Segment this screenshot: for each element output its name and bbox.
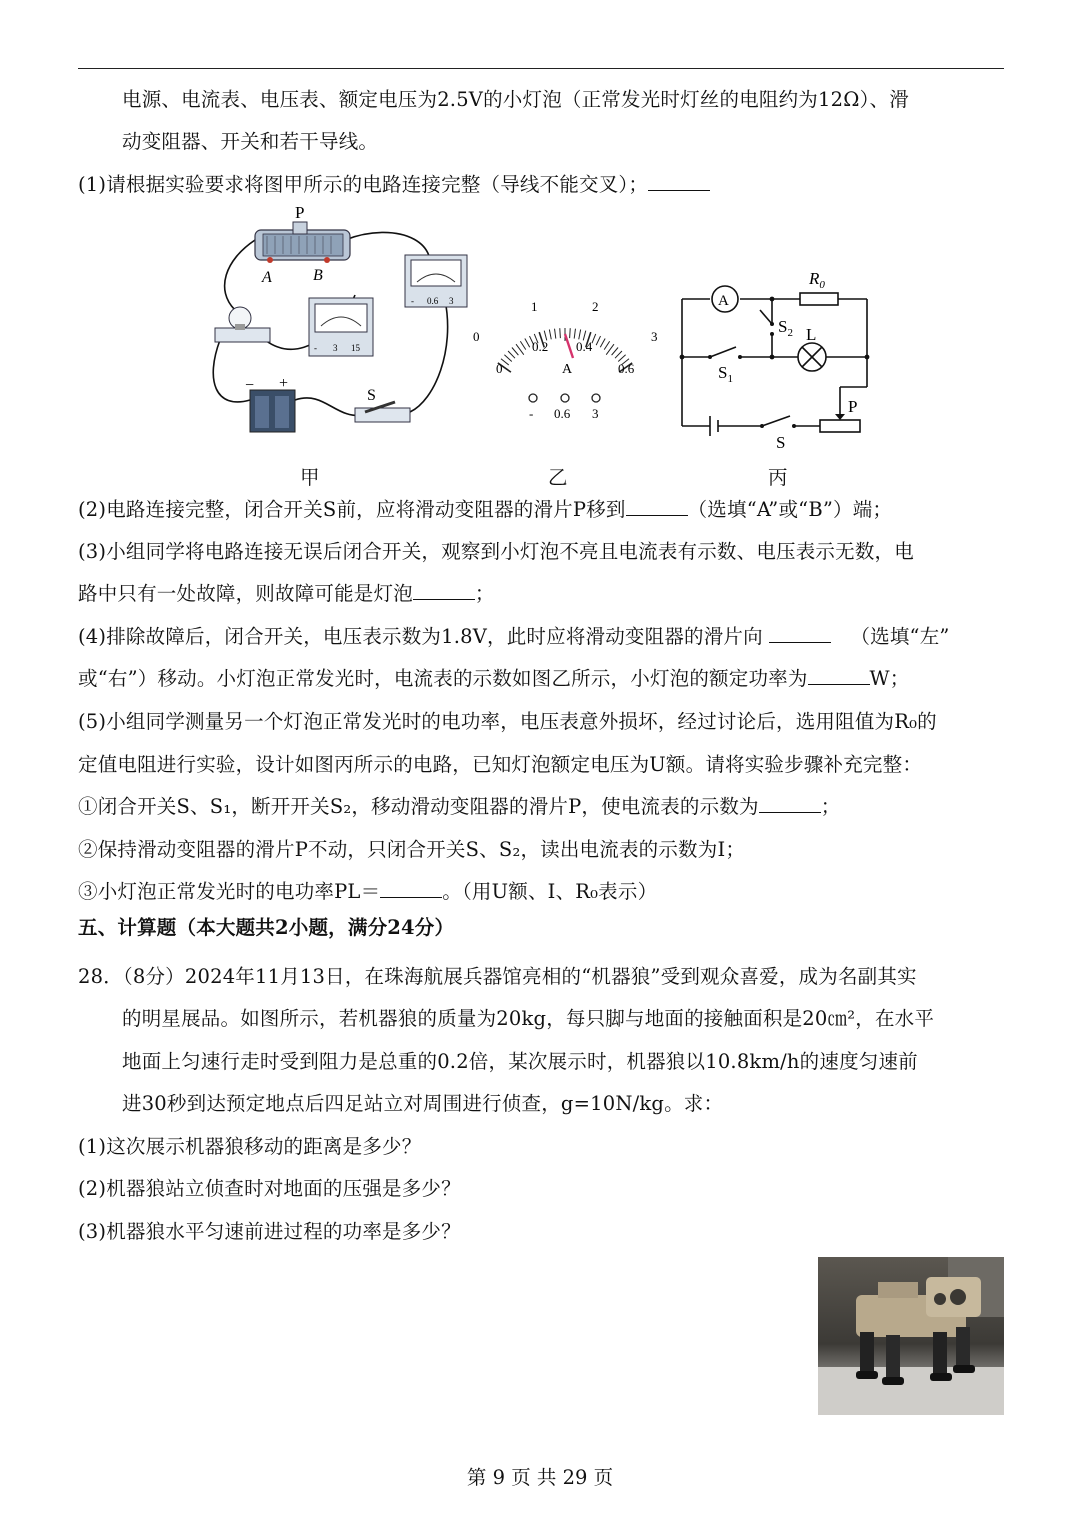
question-4-line-2: 或“右”）移动。小灯泡正常发光时，电流表的示数如图乙所示，小灯泡的额定功率为 W； xyxy=(78,667,910,690)
section-5-title: 五、计算题（本大题共2小题，满分24分） xyxy=(78,916,455,939)
upper-tick-1: 1 xyxy=(531,299,538,314)
dial-terminal-minus: - xyxy=(529,406,534,421)
dial-tick xyxy=(504,355,511,362)
question-28-sub-2: (2)机器狼站立侦查时对地面的压强是多少？ xyxy=(78,1177,461,1200)
dial-tick xyxy=(549,330,551,340)
voltmeter-terminal-minus: - xyxy=(314,343,317,353)
slider-label-P: P xyxy=(295,203,305,222)
intro-line-1: 电源、电流表、电压表、额定电压为2.5V的小灯泡（正常发光时灯丝的电阻约为12Ω）、滑 xyxy=(122,88,909,111)
dial-tick xyxy=(592,334,596,343)
ammeter-terminal-3: 3 xyxy=(449,296,454,306)
figure-jia xyxy=(205,200,485,445)
question-28-line-4: 进30秒到达预定地点后四足站立对周围进行侦查，g=10N/kg。求： xyxy=(122,1092,724,1115)
dial-needle xyxy=(565,334,573,358)
switch-label-S: S xyxy=(367,387,376,404)
answer-blank xyxy=(413,581,475,600)
schematic-R0-label: $R_0$ xyxy=(809,269,825,291)
battery-plus-label: + xyxy=(279,375,289,392)
voltmeter-terminal-15: 15 xyxy=(351,343,360,353)
answer-blank xyxy=(769,624,831,643)
header-rule xyxy=(78,68,1004,69)
terminal-label-B: B xyxy=(313,267,323,284)
dial-unit: A xyxy=(562,362,573,377)
dial-tick xyxy=(600,339,605,348)
answer-blank xyxy=(626,497,688,516)
dial-tick xyxy=(508,351,515,358)
dial-tick xyxy=(570,328,571,338)
ammeter-terminal-minus: - xyxy=(411,296,414,306)
question-28-sub-1: (1)这次展示机器狼移动的距离是多少？ xyxy=(78,1135,422,1158)
schematic-S1-label: $S_1$ xyxy=(718,363,733,385)
question-2: (2)电路连接完整，闭合开关S前，应将滑动变阻器的滑片P移到 （选填“A”或“B”）端； xyxy=(78,498,893,521)
lower-tick-0.2: 0.2 xyxy=(532,339,549,354)
dial-tick xyxy=(525,339,530,348)
question-5-step-1: ①闭合开关S、S₁，断开开关S₂，移动滑动变阻器的滑片P，使电流表的示数为 ； xyxy=(78,795,841,818)
schematic-ammeter-label: A xyxy=(718,293,729,309)
question-3-line-1: (3)小组同学将电路连接无误后闭合开关，观察到小灯泡不亮且电流表有示数、电压表示无数，电 xyxy=(78,540,914,563)
dial-terminal-0.6: 0.6 xyxy=(554,406,571,421)
page-footer: 第 9 页 共 29 页 xyxy=(466,1466,614,1489)
battery-minus-label: − xyxy=(245,377,255,394)
question-1-text: (1)请根据实验要求将图甲所示的电路连接完整（导线不能交叉）； xyxy=(78,173,649,196)
figure-bing-label: 丙 xyxy=(768,466,788,489)
dial-tick xyxy=(615,351,622,358)
dial-tick xyxy=(520,341,525,349)
robot-wolf-photo xyxy=(818,1257,1004,1415)
question-5-step-2: ②保持滑动变阻器的滑片P不动，只闭合开关S、S₂，读出电流表的示数为I； xyxy=(78,838,746,861)
ammeter-terminal-0.6: 0.6 xyxy=(427,296,439,306)
figure-yi-label: 乙 xyxy=(548,466,568,489)
question-3-line-2: 路中只有一处故障，则故障可能是灯泡 ； xyxy=(78,582,495,605)
question-4-line-1: (4)排除故障后，闭合开关，电压表示数为1.8V，此时应将滑动变阻器的滑片向 （选填“左” xyxy=(78,625,950,648)
figure-yi xyxy=(468,292,668,432)
question-5-line-2: 定值电阻进行实验，设计如图丙所示的电路，已知灯泡额定电压为U额。请将实验步骤补充完整： xyxy=(78,753,923,776)
upper-tick-2: 2 xyxy=(592,299,599,314)
dial-tick xyxy=(579,330,581,340)
answer-blank xyxy=(648,172,710,191)
answer-blank xyxy=(759,794,821,813)
schematic-P-label: P xyxy=(848,397,858,416)
dial-tick xyxy=(596,336,600,345)
schematic-S-label: S xyxy=(776,433,786,452)
dial-tick xyxy=(555,329,556,339)
figure-jia-label: 甲 xyxy=(300,466,320,489)
dial-terminal-3: 3 xyxy=(592,406,599,421)
upper-tick-3: 3 xyxy=(651,329,658,344)
answer-blank xyxy=(380,879,442,898)
voltmeter-terminal-3: 3 xyxy=(333,343,338,353)
dial-tick xyxy=(512,347,518,355)
question-5-line-1: (5)小组同学测量另一个灯泡正常发光时的电功率，电压表意外损坏，经过讨论后，选用阻值为R₀的 xyxy=(78,710,937,733)
dial-tick xyxy=(604,341,609,349)
question-5-step-3: ③小灯泡正常发光时的电功率PL＝ 。（用U额、I、R₀表示） xyxy=(78,880,658,903)
figure-bing xyxy=(672,262,882,457)
lower-tick-0: 0 xyxy=(496,361,503,376)
terminal-label-A: A xyxy=(262,269,272,286)
question-28-line-3: 地面上匀速行走时受到阻力是总重的0.2倍，某次展示时，机器狼以10.8km/h的速度匀速前 xyxy=(122,1050,918,1073)
dial-tick xyxy=(574,329,575,339)
question-28-line-1: 28．（8分）2024年11月13日，在珠海航展兵器馆亮相的“机器狼”受到观众喜爱，成为名副其实 xyxy=(78,965,917,988)
upper-tick-0: 0 xyxy=(473,329,480,344)
answer-blank xyxy=(808,666,870,685)
dial-tick xyxy=(560,328,561,338)
schematic-lamp-label: L xyxy=(806,325,817,344)
question-28-sub-3: (3)机器狼水平匀速前进过程的功率是多少？ xyxy=(78,1220,461,1243)
dial-tick xyxy=(612,347,618,355)
lower-tick-0.6: 0.6 xyxy=(618,361,635,376)
schematic-S2-label: $S_2$ xyxy=(778,317,793,339)
question-1 xyxy=(78,171,710,199)
intro-line-2: 动变阻器、开关和若干导线。 xyxy=(122,130,379,153)
question-28-line-2: 的明星展品。如图所示，若机器狼的质量为20kg，每只脚与地面的接触面积是20㎝²，在水平 xyxy=(122,1007,935,1030)
lower-tick-0.4: 0.4 xyxy=(576,339,593,354)
